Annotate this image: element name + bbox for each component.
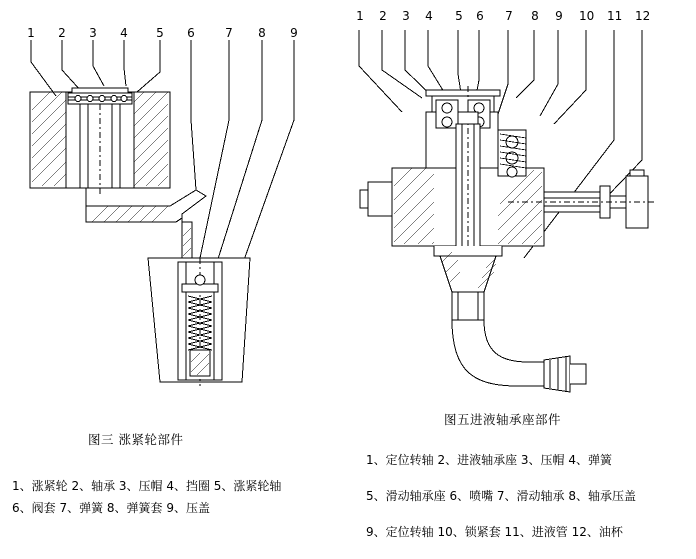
right-leader-8: 8 bbox=[531, 9, 539, 23]
left-leader-5: 5 bbox=[156, 26, 164, 40]
figure-left-drawing bbox=[0, 0, 348, 440]
right-leader-5: 5 bbox=[455, 9, 463, 23]
figure-right-drawing bbox=[348, 0, 696, 420]
left-leader-1: 1 bbox=[27, 26, 35, 40]
left-leader-7: 7 bbox=[225, 26, 233, 40]
figure-right-legend-line-1: 1、定位转轴 2、进液轴承座 3、压帽 4、弹簧 bbox=[366, 453, 612, 467]
right-leader-11: 11 bbox=[607, 9, 623, 23]
right-leader-4: 4 bbox=[425, 9, 433, 23]
left-leader-8: 8 bbox=[258, 26, 266, 40]
right-leader-10: 10 bbox=[579, 9, 595, 23]
right-leader-1: 1 bbox=[356, 9, 364, 23]
figure-right-legend-line-2: 5、滑动轴承座 6、喷嘴 7、滑动轴承 8、轴承压盖 bbox=[366, 489, 636, 503]
right-leader-9: 9 bbox=[555, 9, 563, 23]
figure-left-legend-line-2: 6、阀套 7、弹簧 8、弹簧套 9、压盖 bbox=[12, 501, 210, 515]
figure-left-legend-line-1: 1、涨紧轮 2、轴承 3、压帽 4、挡圈 5、涨紧轮轴 bbox=[12, 479, 282, 493]
right-leader-3: 3 bbox=[402, 9, 410, 23]
figure-left-title: 图三 涨紧轮部件 bbox=[88, 432, 184, 447]
right-leader-12: 12 bbox=[635, 9, 651, 23]
left-leader-2: 2 bbox=[58, 26, 66, 40]
right-leader-6: 6 bbox=[476, 9, 484, 23]
figure-right-legend-line-3: 9、定位转轴 10、锁紧套 11、进液管 12、油杯 bbox=[366, 525, 623, 539]
right-leader-7: 7 bbox=[505, 9, 513, 23]
left-leader-4: 4 bbox=[120, 26, 128, 40]
figure-right-panel bbox=[348, 0, 696, 559]
left-leader-3: 3 bbox=[89, 26, 97, 40]
left-leader-9: 9 bbox=[290, 26, 298, 40]
left-leader-6: 6 bbox=[187, 26, 195, 40]
right-leader-2: 2 bbox=[379, 9, 387, 23]
figure-right-title: 图五进液轴承座部件 bbox=[444, 412, 562, 427]
